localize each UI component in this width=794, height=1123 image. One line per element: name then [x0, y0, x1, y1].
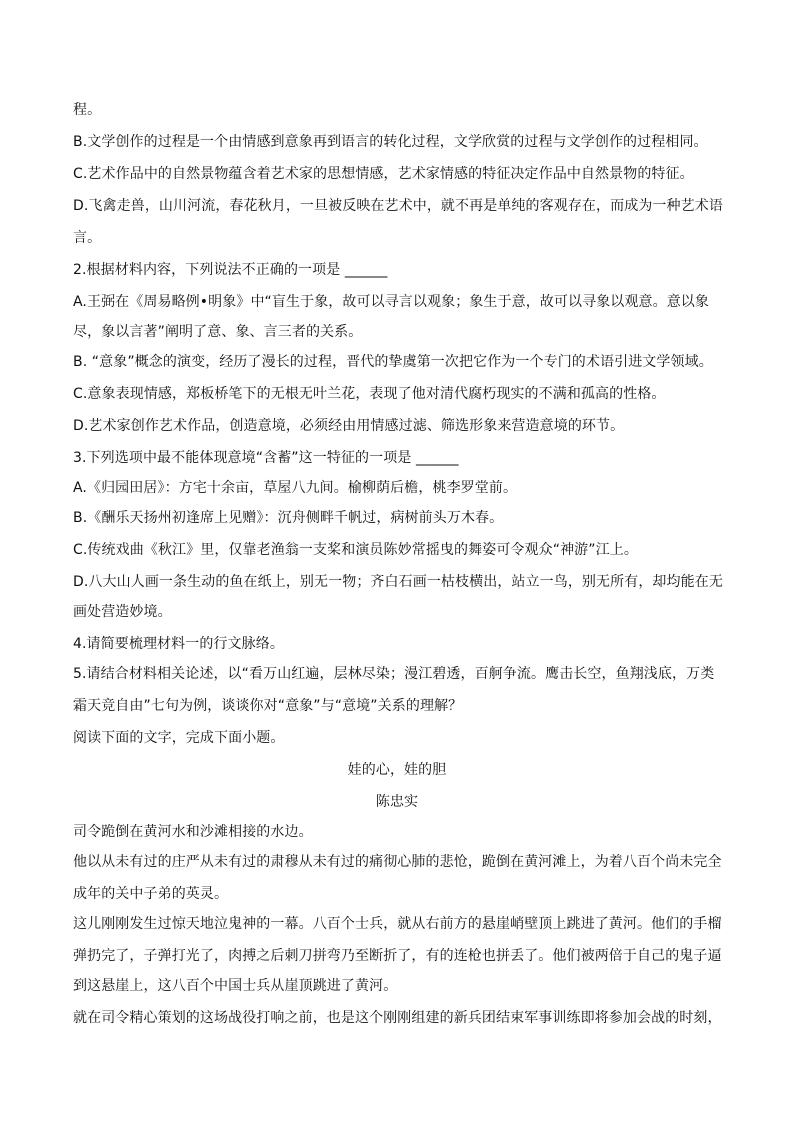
text-line: 程。 [73, 102, 102, 118]
option-c: C.意象表现情感，郑板桥笔下的无根无叶兰花，表现了他对清代腐朽现实的不满和孤高的性格。 [73, 386, 666, 402]
story-author: 陈忠实 [375, 794, 419, 810]
option-b: B.文学创作的过程是一个由情感到意象再到语言的转化过程，文学欣赏的过程与文学创作的过程相同。 [73, 134, 708, 150]
question-5: 5.请结合材料相关论述，以“看万山红遍，层林尽染；漫江碧透，百舸争流。鹰击长空，鱼翔浅底，万类 [73, 666, 715, 682]
text-line: 霜天竞自由”七句为例，谈谈你对“意象”与“意境”关系的理解？ [73, 698, 463, 714]
option-a: A.王弼在《周易略例•明象》中“盲生于象，故可以寻言以观象；象生于意，故可以寻象以观意。意以象 [73, 294, 709, 310]
text-line: 尽，象以言著”阐明了意、象、言三者的关系。 [73, 324, 363, 340]
option-c: C.艺术作品中的自然景物蕴含着艺术家的思想情感，艺术家情感的特征决定作品中自然景物的特征。 [73, 166, 694, 182]
question-3: 3.下列选项中最不能体现意境“含蓄”这一特征的一项是 ______ [73, 450, 459, 466]
option-d: D.艺术家创作艺术作品，创造意境，必须经由用情感过滤、筛选形象来营造意境的环节。 [73, 418, 625, 434]
story-paragraph: 他以从未有过的庄严从未有过的肃穆从未有过的痛彻心肺的悲怆，跪倒在黄河滩上，为着八百个尚未完全 [73, 854, 722, 870]
question-2: 2.根据材料内容，下列说法不正确的一项是 ______ [73, 262, 388, 278]
story-paragraph: 弹扔完了，子弹打光了，肉搏之后刺刀拼弯乃至断折了，有的连枪也拼丢了。他们被两倍于自己的鬼子逼 [73, 948, 722, 964]
story-paragraph: 成年的关中子弟的英灵。 [73, 886, 229, 902]
option-d: D.飞禽走兽，山川河流，春花秋月，一旦被反映在艺术中，就不再是单纯的客观存在，而成为一种艺术语 [73, 198, 723, 214]
option-a: A.《归园田居》：方宅十余亩，草屋八九间。榆柳荫后檐，桃李罗堂前。 [73, 480, 518, 496]
story-title: 娃的心，娃的胆 [347, 762, 447, 778]
option-b: B. “意象”概念的演变，经历了漫长的过程，晋代的挚虞第一次把它作为一个专门的术语引进文学领域。 [73, 354, 713, 370]
text-line: 画处营造妙境。 [73, 604, 172, 620]
option-d: D.八大山人画一条生动的鱼在纸上，别无一物；齐白石画一枯枝横出，站立一鸟，别无所有，却均能在无 [73, 574, 723, 590]
text-line: 言。 [73, 230, 102, 246]
option-c: C.传统戏曲《秋江》里，仅靠老渔翁一支桨和演员陈妙常摇曳的舞姿可令观众“神游”江上。 [73, 542, 638, 558]
story-paragraph: 到这悬崖上，这八百个中国士兵从崖顶跳进了黄河。 [73, 978, 398, 994]
story-paragraph: 这儿刚刚发生过惊天地泣鬼神的一幕。八百个士兵，就从右前方的悬崖峭壁顶上跳进了黄河。他们的手榴 [73, 916, 722, 932]
story-paragraph: 就在司令精心策划的这场战役打响之前，也是这个刚刚组建的新兵团结束军事训练即将参加会战的时刻， [73, 1010, 722, 1026]
option-b: B.《酬乐天扬州初逢席上见赠》：沉舟侧畔千帆过，病树前头万木春。 [73, 510, 504, 526]
story-paragraph: 司令跪倒在黄河水和沙滩相接的水边。 [73, 824, 313, 840]
question-4: 4.请简要梳理材料一的行文脉络。 [73, 636, 284, 652]
reading-instruction: 阅读下面的文字，完成下面小题。 [73, 730, 285, 746]
